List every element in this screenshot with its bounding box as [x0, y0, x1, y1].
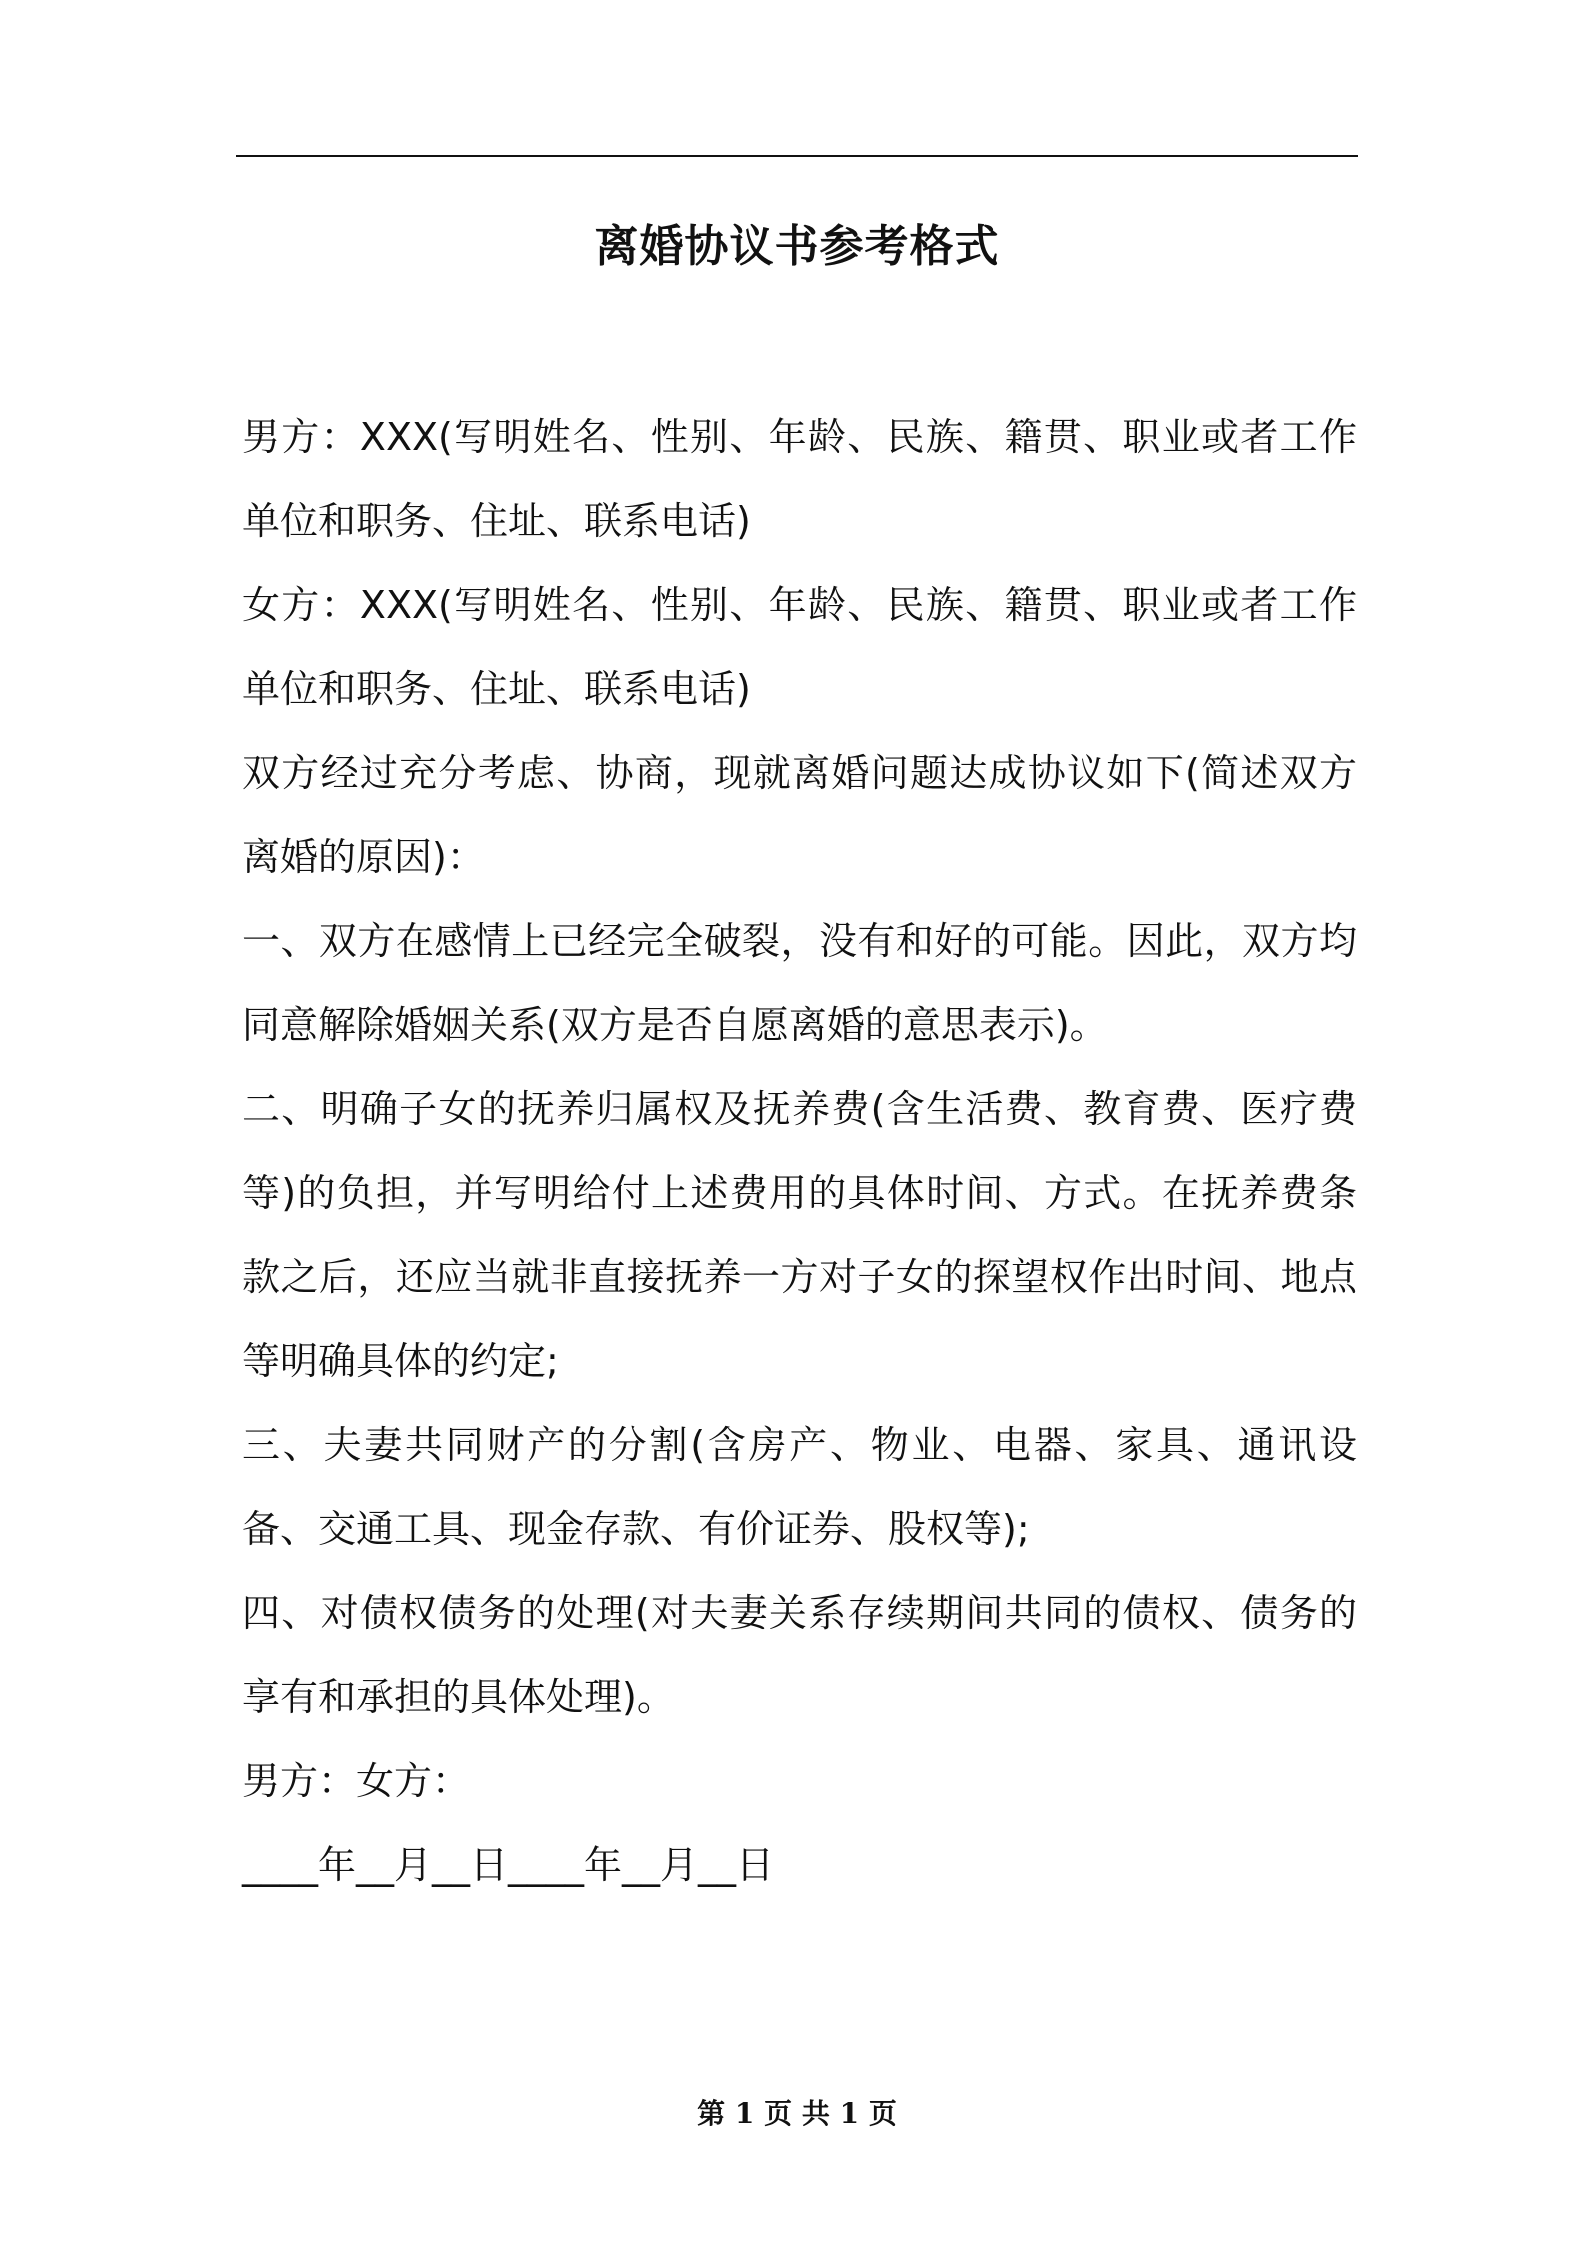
page-number-footer: 第 1 页 共 1 页 [697, 2097, 897, 2130]
female-party-paragraph: 女方：XXX(写明姓名、性别、年龄、民族、籍贯、职业或者工作单位和职务、住址、联系电话) [242, 583, 1357, 711]
header-rule [236, 155, 1358, 157]
clause-four-paragraph: 四、对债权债务的处理(对夫妻关系存续期间共同的债权、债务的享有和承担的具体处理)。 [242, 1591, 1357, 1719]
clause-one-paragraph: 一、双方在感情上已经完全破裂，没有和好的可能。因此，双方均同意解除婚姻关系(双方是否自愿离婚的意思表示)。 [242, 919, 1357, 1047]
document-body [242, 395, 1357, 1907]
date-line: ____年__月__日____年__月__日 [242, 1843, 775, 1887]
clause-three-paragraph: 三、夫妻共同财产的分割(含房产、物业、电器、家具、通讯设备、交通工具、现金存款、有价证券、股权等); [242, 1423, 1357, 1551]
signature-line: 男方：女方： [242, 1759, 471, 1803]
male-party-paragraph: 男方：XXX(写明姓名、性别、年龄、民族、籍贯、职业或者工作单位和职务、住址、联系电话) [242, 415, 1357, 543]
clause-two-paragraph: 二、明确子女的抚养归属权及抚养费(含生活费、教育费、医疗费等)的负担，并写明给付上述费用的具体时间、方式。在抚养费条款之后，还应当就非直接抚养一方对子女的探望权作出时间、地点等明确具体的约定; [242, 1087, 1357, 1383]
document-title: 离婚协议书参考格式 [594, 221, 1000, 272]
agreement-intro-paragraph: 双方经过充分考虑、协商，现就离婚问题达成协议如下(简述双方离婚的原因)： [242, 751, 1357, 879]
